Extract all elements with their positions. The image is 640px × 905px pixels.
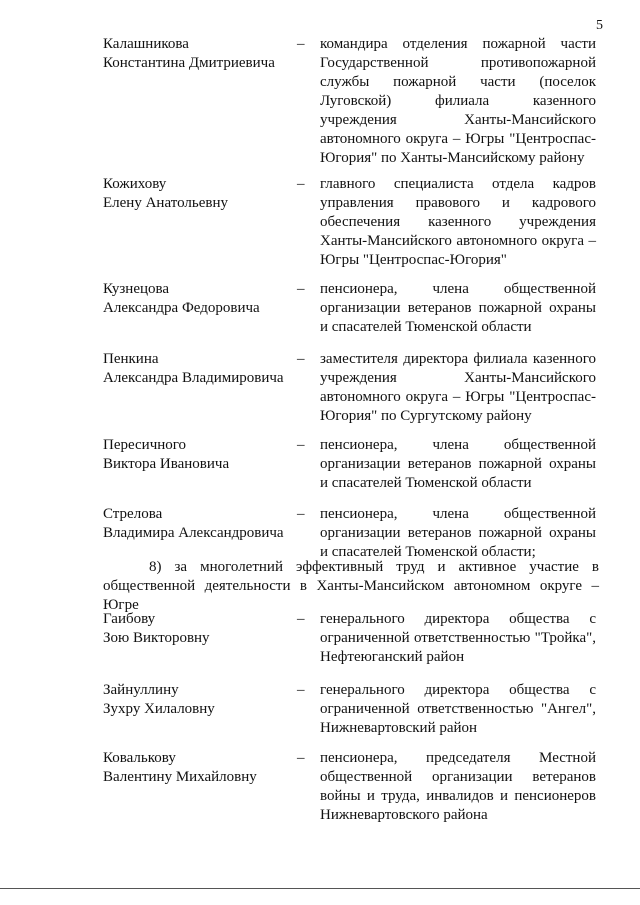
dash-separator: –: [297, 750, 305, 766]
position-description: пенсионера, члена общественной организации ветеранов пожарной охраны и спасателей Тюменской области;: [320, 506, 596, 560]
position-description: пенсионера, председателя Местной общественной организации ветеранов войны и труда, инвалидов и пенсионеров Нижневартовского района: [320, 750, 596, 823]
surname: Кузнецова: [103, 281, 170, 297]
person-name: [103, 280, 293, 318]
person-name: [103, 350, 293, 388]
person-name: [103, 35, 293, 73]
position-description: генерального директора общества с ограниченной ответственностью "Тройка", Нефтеюганский район: [320, 611, 596, 665]
dash-separator: –: [297, 281, 305, 297]
person-name: [103, 175, 293, 213]
person-name: [103, 505, 293, 543]
position-description: пенсионера, члена общественной организации ветеранов пожарной охраны и спасателей Тюменской области: [320, 281, 596, 335]
person-name: [103, 610, 293, 648]
dash-separator: –: [297, 437, 305, 453]
dash-separator: –: [297, 351, 305, 367]
given-name: Зухру Хилаловну: [103, 701, 215, 717]
surname: Зайнуллину: [103, 682, 179, 698]
position-description: главного специалиста отдела кадров управления правового и кадрового обеспечения казенного учреждения Ханты-Мансийского автономного округа – Югры "Центроспас-Югория": [320, 176, 596, 268]
dash-separator: –: [297, 682, 305, 698]
section-8-paragraph: 8) за многолетний эффективный труд и активное участие в общественной деятельности в Ханты-Мансийском автономном округе – Югре: [103, 559, 599, 613]
position-description: генерального директора общества с ограниченной ответственностью "Ангел", Нижневартовский район: [320, 682, 596, 736]
given-name: Александра Федоровича: [103, 300, 260, 316]
dash-separator: –: [297, 611, 305, 627]
surname: Стрелова: [103, 506, 163, 522]
position-description: командира отделения пожарной части Государственной противопожарной службы пожарной части (поселок Луговской) филиала казенного учреждения Ханты-Мансийского автономного округа – Югры "Центроспас-Югория" по Ханты-Мансийскому району: [320, 36, 596, 166]
given-name: Константина Дмитриевича: [103, 55, 275, 71]
dash-separator: –: [297, 506, 305, 522]
surname: Пересичного: [103, 437, 187, 453]
person-name: [103, 436, 293, 474]
person-name: [103, 681, 293, 719]
person-name: [103, 749, 293, 787]
given-name: Владимира Александровича: [103, 525, 284, 541]
footer-rule: [0, 888, 640, 889]
surname: Гаибову: [103, 611, 156, 627]
dash-separator: –: [297, 36, 305, 52]
surname: Кожихову: [103, 176, 167, 192]
given-name: Зою Викторовну: [103, 630, 210, 646]
position-description: заместителя директора филиала казенного учреждения Ханты-Мансийского автономного округа – Югры "Центроспас-Югория" по Сургутскому району: [320, 351, 596, 424]
position-description: пенсионера, члена общественной организации ветеранов пожарной охраны и спасателей Тюменской области: [320, 437, 596, 491]
surname: Пенкина: [103, 351, 159, 367]
given-name: Александра Владимировича: [103, 370, 284, 386]
given-name: Елену Анатольевну: [103, 195, 228, 211]
given-name: Валентину Михайловну: [103, 769, 257, 785]
dash-separator: –: [297, 176, 305, 192]
given-name: Виктора Ивановича: [103, 456, 230, 472]
page-number: 5: [596, 18, 603, 33]
surname: Калашникова: [103, 36, 189, 52]
surname: Ковалькову: [103, 750, 176, 766]
